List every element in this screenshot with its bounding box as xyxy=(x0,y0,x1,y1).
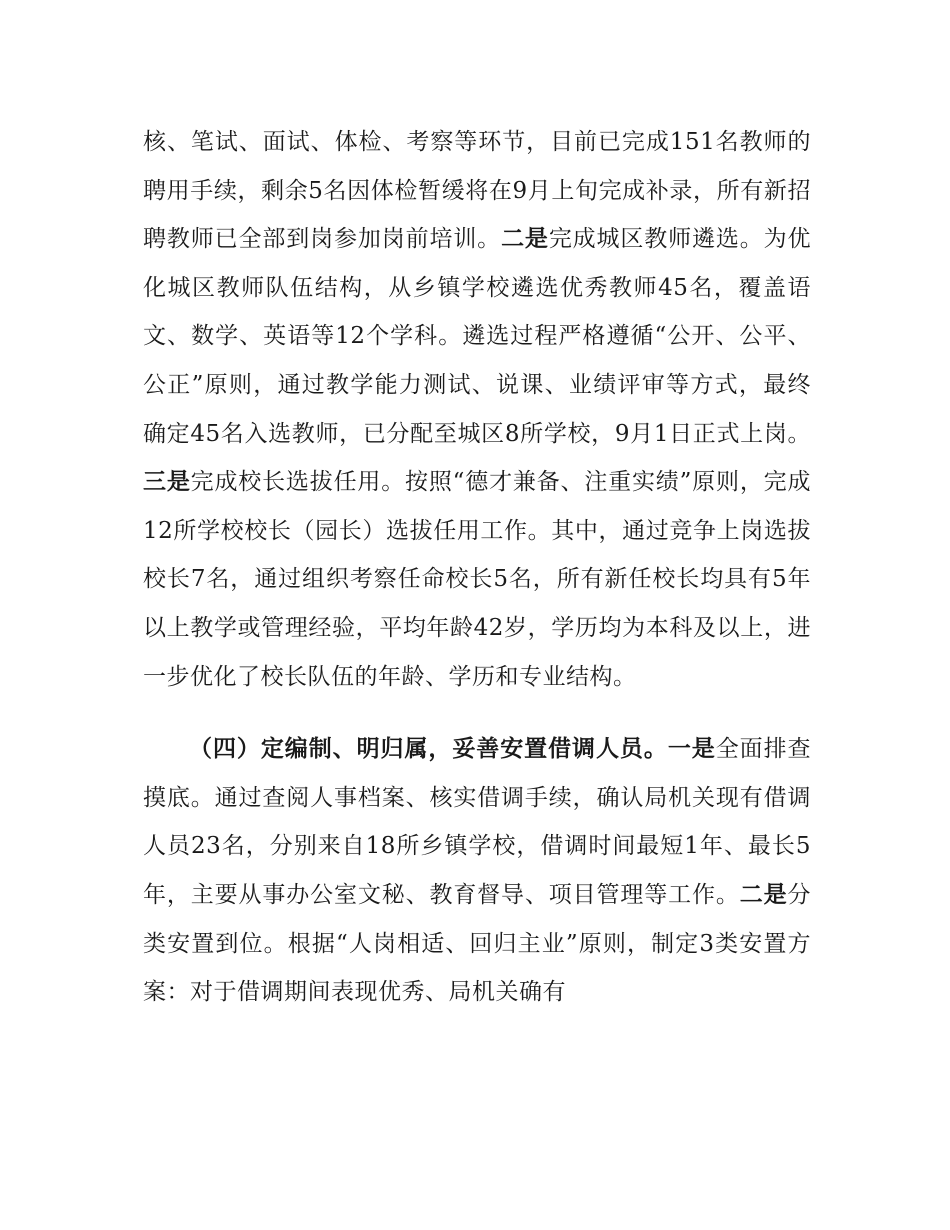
text-segment: 全面排查摸底。通过查阅人事档案、核实借调手续，确认局机关现有借调人员23名，分别来自18所乡镇学校，借调时间最短1年、最长5年，主要从事办公室文秘、教育督导、项目管理等工作。 xyxy=(143,736,812,908)
bold-marker-third: 三是 xyxy=(143,469,191,496)
bold-marker-second: 二是 xyxy=(501,226,549,253)
text-segment: 完成校长选拔任用。按照“德才兼备、注重实绩”原则，完成12所学校校长（园长）选拔任用工作。其中，通过竞争上岗选拔校长7名，通过组织考察任命校长5名，所有新任校长均具有5年以上教学或管理经验，平均年龄42岁，学历均为本科及以上，进一步优化了校长队伍的年龄、学历和专业结构。 xyxy=(143,469,811,690)
bold-marker-second: 二是 xyxy=(739,881,788,908)
document-body xyxy=(143,118,811,1017)
paragraph-seconded-staff xyxy=(143,725,811,1017)
text-segment: 完成城区教师遴选。为优化城区教师队伍结构，从乡镇学校遴选优秀教师45名，覆盖语文、数学、英语等12个学科。遴选过程严格遵循“公开、公平、公正”原则，通过教学能力测试、说课、业绩评审等方式，最终确定45名入选教师，已分配至城区8所学校，9月1日正式上岗。 xyxy=(143,226,812,447)
section-heading: （四）定编制、明归属，妥善安置借调人员。 xyxy=(189,736,668,763)
paragraph-teacher-recruitment xyxy=(143,118,811,701)
bold-marker-first: 一是 xyxy=(667,736,716,763)
text-segment: 核、笔试、面试、体检、考察等环节，目前已完成151名教师的聘用手续，剩余5名因体检暂缓将在9月上旬完成补录，所有新招聘教师已全部到岗参加岗前培训。 xyxy=(143,129,811,253)
text-segment: 分类安置到位。根据“人岗相适、回归主业”原则，制定3类安置方案：对于借调期间表现优秀、局机关确有 xyxy=(143,881,812,1006)
